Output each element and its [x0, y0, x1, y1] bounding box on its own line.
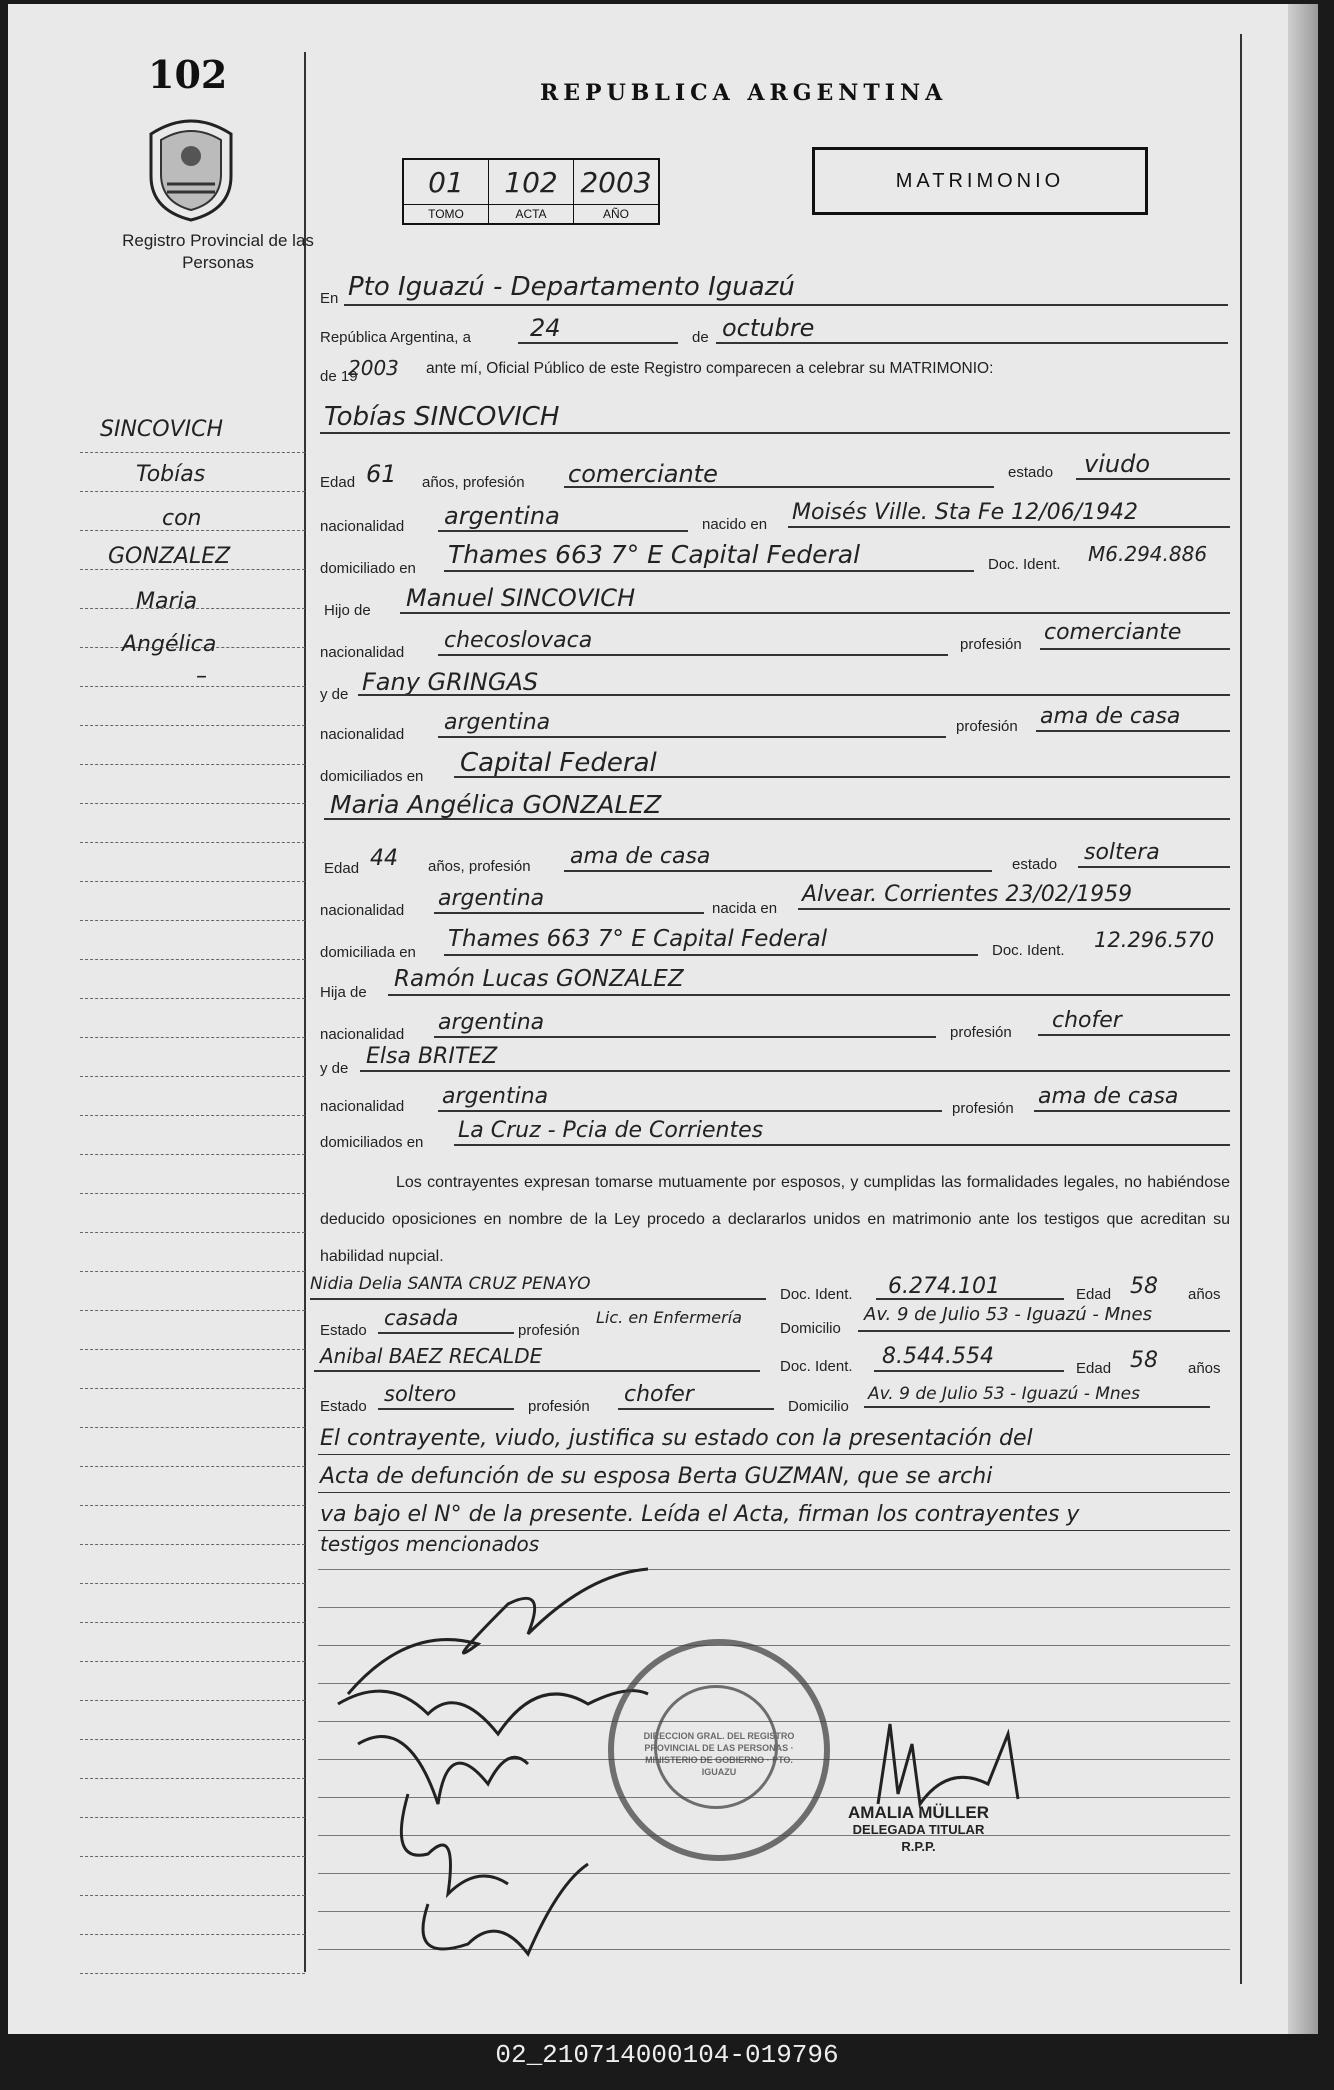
month-value: octubre	[722, 314, 815, 342]
margin-note: SINCOVICH	[100, 417, 224, 442]
margin-rule	[80, 1856, 305, 1857]
margin-rule	[80, 1700, 305, 1701]
signer-name: AMALIA MÜLLER	[848, 1803, 990, 1822]
acta-value: 102	[489, 159, 574, 205]
note-line: Acta de defunción de su esposa Berta GUZMAN, que se archi	[320, 1464, 993, 1489]
groom-doc: M6.294.886	[1088, 542, 1208, 566]
margin-rule	[80, 1622, 305, 1623]
groom-mother-profession: ama de casa	[1040, 704, 1181, 729]
province-emblem-icon	[143, 114, 239, 222]
bride-parents-address: La Cruz - Pcia de Corrientes	[458, 1118, 764, 1143]
label-profesion: profesión	[956, 718, 1018, 735]
witness2-status: soltero	[384, 1382, 457, 1406]
label-profesion: profesión	[518, 1322, 580, 1339]
label-doc-ident: Doc. Ident.	[780, 1286, 853, 1303]
margin-rule	[80, 1310, 305, 1311]
bride-profession: ama de casa	[570, 844, 711, 869]
margin-note: con	[162, 506, 202, 531]
note-line: testigos mencionados	[320, 1532, 540, 1556]
margin-rule	[80, 725, 305, 726]
margin-rule	[80, 803, 305, 804]
witness1-doc: 6.274.101	[888, 1274, 1000, 1299]
label-profesion: profesión	[950, 1024, 1012, 1041]
label-nacida-en: nacida en	[712, 900, 778, 917]
groom-age: 61	[366, 460, 397, 488]
registry-name: Registro Provincial de las Personas	[122, 231, 314, 272]
margin-rule	[80, 1115, 305, 1116]
label-y-de: y de	[320, 1060, 349, 1077]
margin-note: –	[196, 664, 207, 689]
label-nacionalidad: nacionalidad	[320, 1026, 405, 1043]
label-edad: Edad	[1076, 1360, 1112, 1377]
groom-name: Tobías SINCOVICH	[324, 402, 560, 432]
label-estado: Estado	[320, 1322, 367, 1339]
record-id-table	[402, 158, 660, 225]
margin-rule	[80, 1232, 305, 1233]
witness2-age: 58	[1130, 1348, 1158, 1373]
witness1-profession: Lic. en Enfermería	[596, 1308, 742, 1327]
margin-rule	[80, 569, 305, 570]
day-value: 24	[530, 314, 561, 342]
witness1-status: casada	[384, 1306, 459, 1330]
margin-rule	[80, 1505, 305, 1506]
label-anos: años	[1188, 1360, 1221, 1377]
bride-status: soltera	[1084, 840, 1160, 865]
groom-address: Thames 663 7° E Capital Federal	[448, 540, 861, 569]
margin-rule	[80, 1583, 305, 1584]
bride-father-profession: chofer	[1052, 1008, 1122, 1033]
margin-rule	[80, 1193, 305, 1194]
witness2-name: Anibal BAEZ RECALDE	[320, 1344, 543, 1368]
label-estado: estado	[1012, 856, 1058, 873]
margin-rule	[80, 491, 305, 492]
margin-rule	[80, 1817, 305, 1818]
act-number: 102	[148, 52, 228, 97]
groom-status: viudo	[1084, 450, 1150, 478]
label-nacionalidad: nacionalidad	[320, 726, 405, 743]
label-doc-ident: Doc. Ident.	[992, 942, 1065, 959]
year-value: 2003	[348, 356, 399, 380]
ano-label: AÑO	[574, 205, 660, 225]
label-nacionalidad: nacionalidad	[320, 902, 405, 919]
bride-mother-profession: ama de casa	[1038, 1084, 1179, 1109]
tomo-label: TOMO	[403, 205, 489, 225]
country-title: REPUBLICA ARGENTINA	[540, 80, 948, 106]
bride-father-nationality: argentina	[438, 1010, 545, 1035]
witness1-age: 58	[1130, 1274, 1158, 1299]
margin-rule	[80, 1661, 305, 1662]
registrar-signature	[868, 1704, 1068, 1814]
groom-birth: Moisés Ville. Sta Fe 12/06/1942	[792, 500, 1138, 525]
margin-rule	[80, 1895, 305, 1896]
tomo-value: 01	[403, 159, 489, 205]
margin-rule	[80, 959, 305, 960]
label-estado: Estado	[320, 1398, 367, 1415]
label-hijo-de: Hijo de	[324, 602, 371, 619]
label-nacionalidad: nacionalidad	[320, 518, 405, 535]
bride-nationality: argentina	[438, 886, 545, 911]
place-value: Pto Iguazú - Departamento Iguazú	[348, 272, 795, 302]
witness1-address: Av. 9 de Julio 53 - Iguazú - Mnes	[864, 1304, 1152, 1325]
margin-note: Maria	[136, 589, 198, 614]
label-doc-ident: Doc. Ident.	[988, 556, 1061, 573]
margin-rule	[80, 686, 305, 687]
document-page	[8, 4, 1318, 2034]
label-estado: estado	[1008, 464, 1054, 481]
label-edad: Edad	[320, 474, 356, 491]
witness2-profession: chofer	[624, 1382, 694, 1407]
stamp-text: DIRECCION GRAL. DEL REGISTRO PROVINCIAL DE LAS PERSONAS · MINISTERIO DE GOBIERNO · PTO. IGUAZU	[643, 1731, 795, 1777]
signer-office: R.P.P.	[901, 1839, 936, 1854]
bride-name: Maria Angélica GONZALEZ	[330, 790, 662, 819]
groom-nationality: argentina	[444, 502, 560, 530]
margin-divider	[304, 52, 306, 1972]
label-domiciliada-en: domiciliada en	[320, 944, 416, 961]
margin-note: Angélica	[122, 632, 217, 657]
witness2-address: Av. 9 de Julio 53 - Iguazú - Mnes	[868, 1384, 1140, 1404]
label-domiciliado-en: domiciliado en	[320, 560, 416, 577]
groom-father-profession: comerciante	[1044, 620, 1182, 645]
official-stamp	[608, 1639, 830, 1861]
label-profesion: profesión	[952, 1100, 1014, 1117]
label-edad: Edad	[324, 860, 360, 877]
bride-age: 44	[370, 846, 398, 871]
margin-rule	[80, 1154, 305, 1155]
margin-rule	[80, 764, 305, 765]
margin-note: Tobías	[136, 462, 206, 487]
margin-rule	[80, 1778, 305, 1779]
label-anos-profesion: años, profesión	[422, 474, 525, 491]
margin-rule	[80, 1388, 305, 1389]
label-nacionalidad: nacionalidad	[320, 644, 405, 661]
groom-parents-address: Capital Federal	[460, 748, 657, 778]
margin-rule	[80, 1466, 305, 1467]
margin-rule	[80, 998, 305, 999]
label-doc-ident: Doc. Ident.	[780, 1358, 853, 1375]
margin-rule	[80, 452, 305, 453]
margin-rule	[80, 881, 305, 882]
label-edad: Edad	[1076, 1286, 1112, 1303]
label-ante: ante mí, Oficial Público de este Registro comparecen a celebrar su MATRIMONIO:	[426, 360, 994, 377]
label-y-de: y de	[320, 686, 349, 703]
label-de-mes: de	[692, 329, 709, 346]
witness1-name: Nidia Delia SANTA CRUZ PENAYO	[310, 1274, 591, 1294]
margin-note: GONZALEZ	[108, 544, 231, 569]
margin-rule	[80, 842, 305, 843]
label-domicilio: Domicilio	[788, 1398, 849, 1415]
label-domiciliados-en: domiciliados en	[320, 768, 424, 785]
label-republica: República Argentina, a	[320, 329, 471, 346]
bride-mother: Elsa BRITEZ	[366, 1044, 498, 1069]
registrar-block	[848, 1804, 989, 1855]
label-de-ano: de 19	[320, 368, 358, 385]
label-nacionalidad: nacionalidad	[320, 1098, 405, 1115]
label-en: En	[320, 290, 339, 307]
groom-father-nationality: checoslovaca	[444, 628, 593, 653]
margin-rule	[80, 1271, 305, 1272]
bride-doc: 12.296.570	[1094, 928, 1215, 952]
bride-father: Ramón Lucas GONZALEZ	[394, 966, 684, 992]
label-hija-de: Hija de	[320, 984, 367, 1001]
declaration-text: Los contrayentes expresan tomarse mutuamente por esposos, y cumplidas las formalidades legales, no habiéndose deducido oposiciones en nombre de la Ley procedo a declararlos unidos en matrimonio ante los testigos que acreditan su habilidad nupcial.	[320, 1174, 1230, 1265]
groom-mother: Fany GRINGAS	[362, 668, 539, 696]
margin-rule	[80, 1544, 305, 1545]
margin-rule	[80, 1739, 305, 1740]
label-domicilio: Domicilio	[780, 1320, 841, 1337]
ano-value: 2003	[574, 159, 660, 205]
label-anos-profesion: años, profesión	[428, 858, 531, 875]
witness2-doc: 8.544.554	[882, 1344, 994, 1369]
record-type-box: MATRIMONIO	[812, 147, 1148, 215]
groom-profession: comerciante	[568, 460, 718, 488]
bride-birth: Alvear. Corrientes 23/02/1959	[802, 882, 1133, 907]
margin-rule	[80, 1427, 305, 1428]
margin-rule	[80, 1934, 305, 1935]
groom-father: Manuel SINCOVICH	[406, 584, 636, 612]
image-file-code: 02_210714000104-019796	[495, 2040, 839, 2070]
label-profesion: profesión	[528, 1398, 590, 1415]
label-nacido-en: nacido en	[702, 516, 768, 533]
margin-rule	[80, 1349, 305, 1350]
note-line: El contrayente, viudo, justifica su estado con la presentación del	[320, 1426, 1033, 1451]
acta-label: ACTA	[489, 205, 574, 225]
label-domiciliados-en: domiciliados en	[320, 1134, 424, 1151]
bride-address: Thames 663 7° E Capital Federal	[448, 926, 828, 952]
margin-rule	[80, 1037, 305, 1038]
signer-role: DELEGADA TITULAR	[852, 1822, 985, 1837]
page-edge-rule	[1240, 34, 1242, 1984]
margin-rule	[80, 1973, 305, 1974]
label-anos: años	[1188, 1286, 1221, 1303]
margin-rule	[80, 920, 305, 921]
bride-mother-nationality: argentina	[442, 1084, 549, 1109]
margin-rule	[80, 1076, 305, 1077]
note-line: va bajo el N° de la presente. Leída el Acta, firman los contrayentes y	[320, 1502, 1080, 1527]
groom-mother-nationality: argentina	[444, 710, 551, 735]
label-profesion: profesión	[960, 636, 1022, 653]
